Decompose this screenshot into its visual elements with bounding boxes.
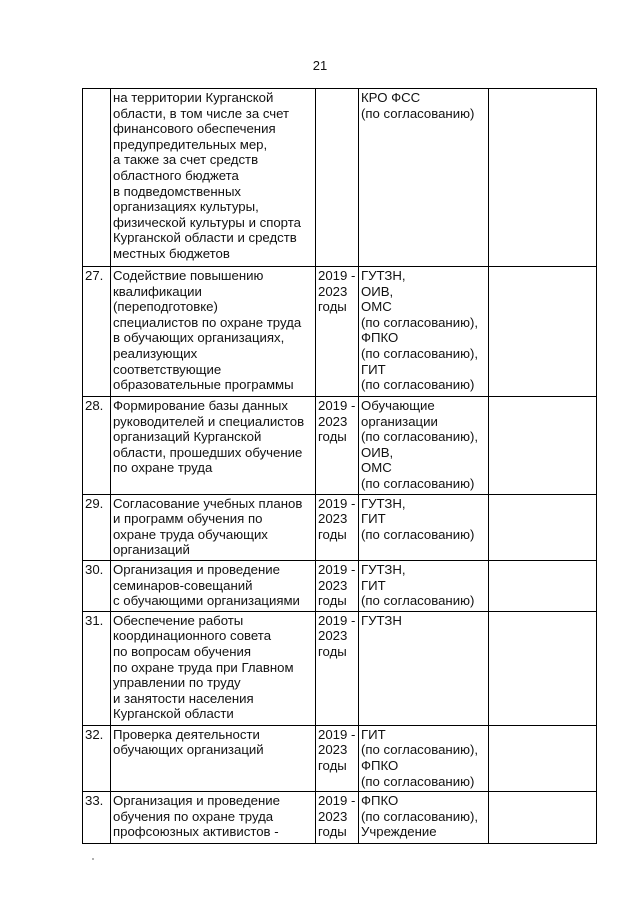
action-cell: Организация и проведение обучения по охране труда профсоюзных активистов - [111,792,316,844]
term-cell: 2019 - 2023 годы [316,494,359,560]
term-cell: 2019 - 2023 годы [316,560,359,611]
note-cell [489,560,597,611]
responsible-cell: ГИТ (по согласованию), ФПКО (по согласованию) [359,725,489,791]
note-cell [489,792,597,844]
table-row [83,725,597,791]
term-cell: 2019 - 2023 годы [316,792,359,844]
note-cell [489,267,597,397]
note-cell [489,397,597,495]
row-number-cell [83,89,111,267]
responsible-cell: Обучающие организации (по согласованию), ОИВ, ОМС (по согласованию) [359,397,489,495]
responsible-cell: КРО ФСС (по согласованию) [359,89,489,267]
action-cell: Согласование учебных планов и программ обучения по охране труда обучающих организаций [111,494,316,560]
responsible-cell: ГУТЗН [359,611,489,725]
row-number-cell: 30. [83,560,111,611]
note-cell [489,611,597,725]
table-row [83,560,597,611]
action-cell: Содействие повышению квалификации (переподготовке) специалистов по охране труда в обучающих организациях, реализующих соответствующие образовательные программы [111,267,316,397]
action-cell: на территории Курганской области, в том числе за счет финансового обеспечения предупредительных мер, а также за счет средств областного бюджета в подведомственных организациях культуры, физической культуры и спорта Курганской области и средств местных бюджетов [111,89,316,267]
table-row [83,89,597,267]
row-number-cell: 29. [83,494,111,560]
term-cell: 2019 - 2023 годы [316,611,359,725]
action-cell: Обеспечение работы координационного совета по вопросам обучения по охране труда при Главном управлении по труду и занятости населения Курганской области [111,611,316,725]
term-cell [316,89,359,267]
note-cell [489,89,597,267]
scan-speck [92,858,94,860]
action-cell: Формирование базы данных руководителей и специалистов организаций Курганской области, прошедших обучение по охране труда [111,397,316,495]
term-cell: 2019 - 2023 годы [316,267,359,397]
responsible-cell: ГУТЗН, ОИВ, ОМС (по согласованию), ФПКО (по согласованию), ГИТ (по согласованию) [359,267,489,397]
note-cell [489,725,597,791]
table-row [83,611,597,725]
table-row [83,267,597,397]
note-cell [489,494,597,560]
table-row [83,792,597,844]
action-cell: Проверка деятельности обучающих организаций [111,725,316,791]
responsible-cell: ФПКО (по согласованию), Учреждение [359,792,489,844]
table-row [83,397,597,495]
row-number-cell: 33. [83,792,111,844]
row-number-cell: 32. [83,725,111,791]
row-number-cell: 31. [83,611,111,725]
table-row [83,494,597,560]
responsible-cell: ГУТЗН, ГИТ (по согласованию) [359,560,489,611]
responsible-cell: ГУТЗН, ГИТ (по согласованию) [359,494,489,560]
term-cell: 2019 - 2023 годы [316,397,359,495]
term-cell: 2019 - 2023 годы [316,725,359,791]
action-cell: Организация и проведение семинаров-совещаний с обучающими организациями [111,560,316,611]
row-number-cell: 27. [83,267,111,397]
page-number: 21 [312,58,328,73]
measures-table [82,88,597,844]
row-number-cell: 28. [83,397,111,495]
